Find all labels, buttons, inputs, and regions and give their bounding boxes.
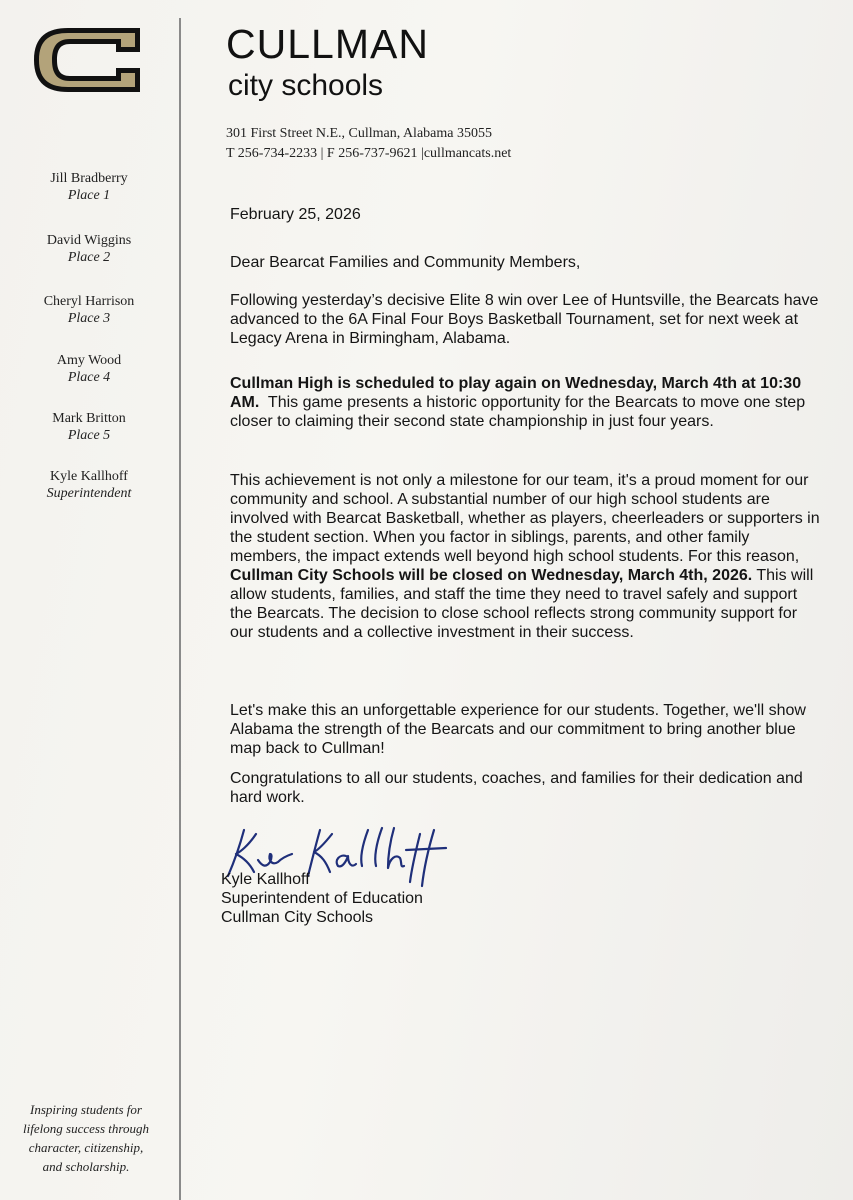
vertical-divider [179, 18, 181, 1200]
letter-date: February 25, 2026 [230, 206, 361, 223]
district-subtitle: city schools [228, 69, 384, 102]
signer-name: Kyle Kallhoff [221, 871, 310, 888]
paragraph-text: This game presents a historic opportunity for the Bearcats to move one step closer to claiming their second state championship in just four years. [230, 394, 810, 430]
board-member-role: Place 1 [67, 188, 111, 203]
emphasis-text: Cullman High is scheduled to play again on Wednesday, March 4th at 10:30 AM. [230, 375, 802, 411]
motto-line: Inspiring students for [30, 1102, 142, 1117]
board-member-role: Superintendent [46, 486, 132, 501]
board-member-role: Place 3 [67, 311, 111, 326]
paragraph-text: This will allow students, families, and staff the time they need to travel safely and support the Bearcats. The decision to close school reflects strong community support for our students and a collective investment in their success. [230, 567, 814, 641]
board-member-name: David Wiggins [46, 233, 132, 248]
board-member [0, 293, 178, 327]
board-member [0, 170, 178, 204]
district-name: CULLMAN [226, 21, 429, 67]
board-member-name: Kyle Kallhoff [50, 469, 128, 484]
board-member-name: Jill Bradberry [50, 171, 128, 186]
letter-paragraph [230, 374, 820, 431]
board-member-name: Cheryl Harrison [43, 294, 135, 309]
board-member-role: Place 5 [67, 428, 111, 443]
board-member-role: Place 4 [67, 370, 111, 385]
address-block [226, 124, 511, 164]
letter-paragraph: Congratulations to all our students, coaches, and families for their dedication and hard work. [230, 770, 803, 806]
signature-block [221, 870, 423, 927]
board-member [0, 352, 178, 386]
paragraph-text: This achievement is not only a milestone for our team, it's a proud moment for our community and school. A substantial number of our high school students are involved with Bearcat Basketball, whether as players, cheerleaders or supporters in the student section. When you factor in siblings, parents, and other family members, the impact extends well beyond high school students. For this reason, [230, 472, 820, 565]
motto-line: character, citizenship, [28, 1140, 144, 1155]
motto-line: and scholarship. [42, 1159, 130, 1174]
address-line: 301 First Street N.E., Cullman, Alabama 35055 [226, 126, 492, 141]
emphasis-text: Cullman City Schools will be closed on Wednesday, March 4th, 2026. [230, 567, 753, 584]
board-member-role: Place 2 [67, 250, 111, 265]
letter-paragraph: Let's make this an unforgettable experience for our students. Together, we'll show Alabama the strength of the Bearcats and our commitment to bring another blue map back to Cullman! [230, 702, 806, 757]
board-member [0, 232, 178, 266]
signer-organization: Cullman City Schools [221, 909, 374, 926]
letter-paragraph: Following yesterday’s decisive Elite 8 win over Lee of Huntsville, the Bearcats have advanced to the 6A Final Four Boys Basketball Tournament, set for next week at Legacy Arena in Birmingham, Alabama. [230, 292, 819, 347]
board-member [0, 468, 178, 502]
board-member-name: Mark Britton [52, 411, 126, 426]
board-member [0, 410, 178, 444]
contact-line: T 256-734-2233 | F 256-737-9621 |cullmancats.net [226, 146, 512, 161]
motto-line: lifelong success through [23, 1121, 149, 1136]
letter-salutation: Dear Bearcat Families and Community Members, [230, 254, 581, 271]
board-member-name: Amy Wood [56, 353, 122, 368]
letter-paragraph [230, 471, 820, 642]
signer-title: Superintendent of Education [221, 890, 423, 907]
cullman-c-logo-icon [28, 24, 150, 96]
district-motto [0, 1100, 172, 1176]
